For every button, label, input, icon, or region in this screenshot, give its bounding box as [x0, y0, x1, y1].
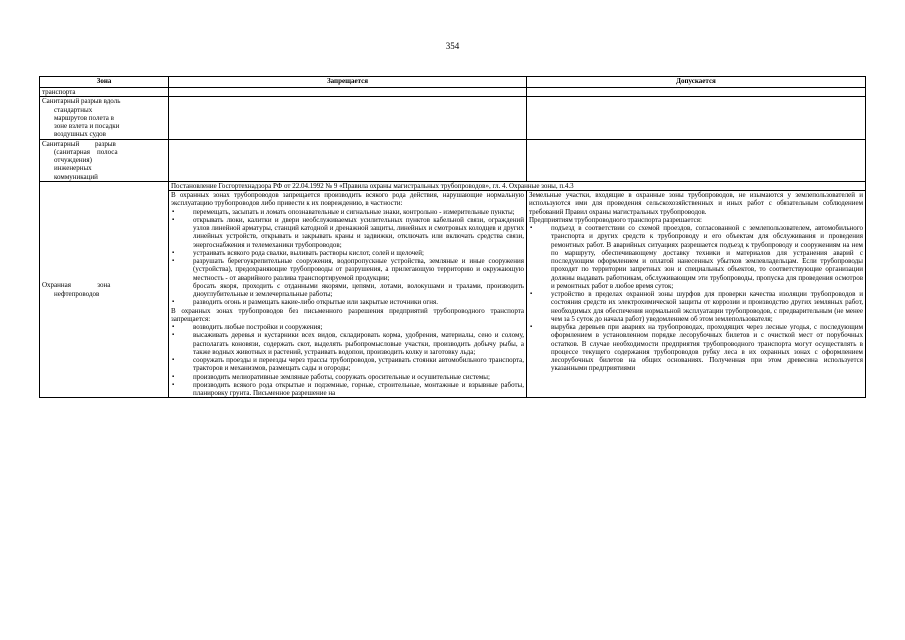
prohibited-cell	[169, 191, 527, 398]
table-header-row	[40, 77, 866, 88]
header-allowed: Допускается	[527, 77, 866, 88]
zone-text: Санитарный разрыв	[42, 139, 116, 148]
table-row	[40, 97, 866, 139]
list-item: ▪ производить всякого рода открытые и подземные, горные, строительные, монтажные и взрывные работы, планировку грунта. Письменное разрешение на	[171, 381, 524, 398]
list-item: ▪ открывать люки, калитки и двери необслуживаемых усилительных пунктов кабельной связи, ограждений узлов линейной арматуры, станций катодной и дренажной защиты, линейных и смотровых колодцев и других линейных устройств, открывать и закрывать краны и задвижки, отключать или включать средства связи, энергоснабжения и телемеханики трубопроводов;	[171, 216, 524, 249]
zone-text: отчуждения)	[54, 156, 92, 164]
allowed-list	[529, 224, 863, 373]
zone-text: маршрутов полета в	[54, 113, 114, 122]
zone-name: Охранная зона	[42, 281, 111, 290]
empty-cell	[527, 88, 866, 97]
prohibited-intro-text: В охранных зонах трубопроводов запрещается производить всякого рода действия, нарушающие нормальную эксплуатацию трубопроводов либо привести к их повреждению, в частности:	[171, 191, 524, 208]
table-row	[40, 181, 866, 190]
list-item: ▪ подъезд в соответствии со схемой проездов, согласованной с землепользователем, автомобильного транспорта и других средств к трубопроводу и его объектам для обслуживания и проведения ремонтных работ. В аварийных ситуациях разрешается подъезд к трубопроводу и сооружениям на нем по маршруту, обеспечивающему доставку техники и материалов для устранения аварий с последующим оформлением и оплатой нанесенных убытков землевладельцам. Если трубопроводы проходят по территории запретных зон и специальных объектов, то соответствующие организации должны выдавать работникам, обслуживающим эти трубопроводы, пропуска для проведения осмотров и ремонтных работ в любое время суток;	[529, 224, 863, 290]
prohibited-list-2	[171, 323, 524, 397]
page-number: 354	[445, 41, 460, 51]
zone-cell	[40, 181, 169, 398]
prohibited-intro-2: В охранных зонах трубопроводов без письменного разрешения предприятий трубопроводного транспорта запрещается:	[171, 306, 524, 323]
zone-cell	[40, 139, 169, 181]
list-item: ▪ разводить огонь и размещать какие-либо открытые или закрытые источники огня.	[171, 298, 524, 306]
empty-cell	[169, 88, 527, 97]
zone-cell	[40, 88, 169, 97]
zone-text: коммуникаций	[54, 172, 98, 181]
list-item: ▪ сооружать проезды и переезды через трассы трубопроводов, устраивать стоянки автомобильного транспорта, тракторов и механизмов, размещать сады и огороды;	[171, 356, 524, 373]
zone-text: воздушных судов	[54, 130, 106, 139]
list-item: ▪ высаживать деревья и кустарники всех видов, складировать корма, удобрения, материалы, сено и солому, располагать коновязи, содержать скот, выделять рыбопромысловые участки, производить добычу рыбы, а также водных животных и растений, устраивать водопои, производить колку и заготовку льда;	[171, 331, 524, 356]
prohibited-list	[171, 208, 524, 282]
zone-name: нефтепроводов	[54, 289, 100, 298]
list-item: ▪ возводить любые постройки и сооружения;	[171, 323, 524, 331]
list-item: ▪ производить мелиоративные земляные работы, сооружать оросительные и осушительные системы;	[171, 373, 524, 381]
zone-cell	[40, 97, 169, 139]
list-item: ▪ устройство в пределах охранной зоны шурфов для проверки качества изоляции трубопроводов и состояния средств их электрохимической защиты от коррозии и производство других земляных работ, необходимых для обеспечения нормальной эксплуатации трубопроводов, с предварительным (не менее чем за 5 суток до начала работ) уведомлением об этом землепользователя;	[529, 290, 863, 323]
list-item: ▪ вырубка деревьев при авариях на трубопроводах, проходящих через лесные угодья, с последующим оформлением в установленном порядке лесорубочных билетов и с очисткой мест от порубочных остатков. В случае необходимости предприятия трубопроводного транспорта могут осуществлять в процессе текущего содержания трубопроводов рубку леса в их охранных зонах с оформлением лесорубочных билетов на общих основаниях. Полученная при этом древесина используется указанными предприятиями	[529, 323, 863, 373]
zone-text: транспорта	[42, 88, 76, 96]
zone-text: инженерных	[54, 164, 92, 173]
zones-table	[39, 76, 866, 398]
header-zone: Зона	[40, 77, 169, 88]
empty-cell	[169, 139, 527, 181]
table-row	[40, 88, 866, 97]
list-item: ▪ устраивать всякого рода свалки, выливать растворы кислот, солей и щелочей;	[171, 249, 524, 257]
table-row	[40, 139, 866, 181]
list-item: ▪ разрушать берегоукрепительные сооружения, водопропускные устройства, земляные и иные сооружения (устройства), предохраняющие трубопроводы от разрушения, а прилегающую территорию и окружающую местность - от аварийного разлива транспортируемой продукции;	[171, 257, 524, 282]
zone-text: стандартных	[54, 105, 93, 114]
prohibited-intro	[171, 191, 524, 208]
allowed-cell	[527, 191, 866, 398]
zone-text: (санитарная полоса	[54, 147, 118, 156]
header-prohibited: Запрещается	[169, 77, 527, 88]
zone-text: зоне взлета и посадки	[54, 122, 120, 130]
list-item: ▪ перемещать, засыпать и ломать опознавательные и сигнальные знаки, контрольно - измерительные пункты;	[171, 208, 524, 216]
allowed-intro: Земельные участки, входящие в охранные зоны трубопроводов, не изымаются у землепользователей и используются ими для проведения сельскохозяйственных и иных работ с обязательным соблюдением требований Правил охраны магистральных трубопроводов.	[529, 191, 863, 216]
zone-text: Санитарный разрыв вдоль	[42, 97, 121, 106]
decree-reference: Постановление Госгортехнадзора РФ от 22.04.1992 № 9 «Правила охраны магистральных трубопроводов», гл. 4. Охранные зоны, п.4.3	[169, 181, 866, 190]
empty-cell	[527, 139, 866, 181]
prohibited-list	[171, 298, 524, 306]
anchor-text: бросать якоря, проходить с отданными якорями, цепями, лотами, волокушами и тралами, производить дноуглубительные и землечерпальные работы;	[193, 281, 524, 298]
empty-cell	[169, 97, 527, 139]
allowed-intro-2: Предприятиям трубопроводного транспорта разрешается:	[529, 215, 702, 224]
empty-cell	[527, 97, 866, 139]
